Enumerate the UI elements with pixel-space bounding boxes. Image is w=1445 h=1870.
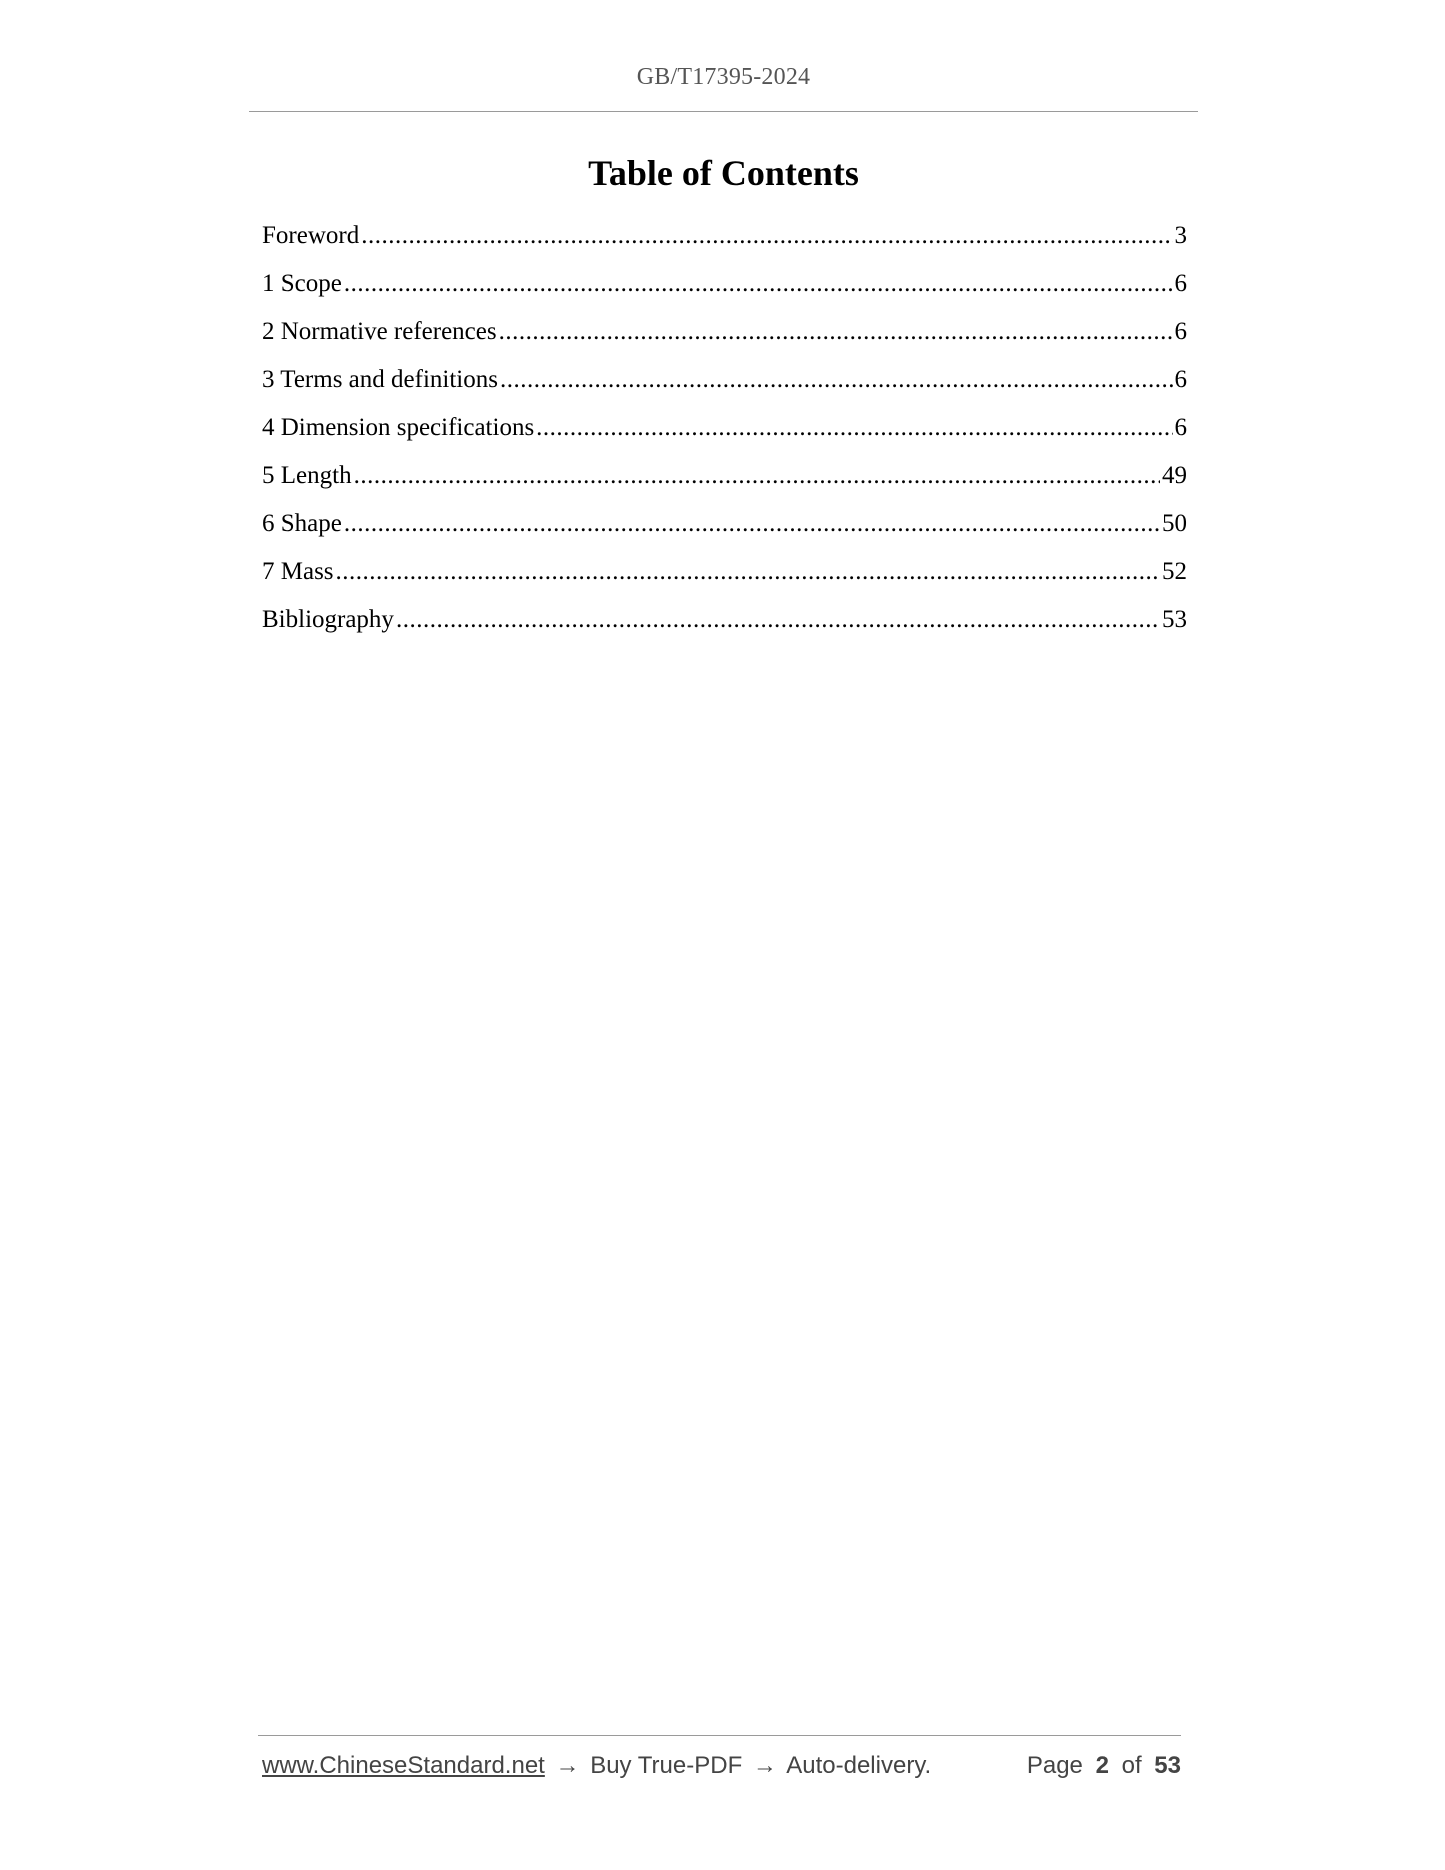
toc-item-page: 3 bbox=[1174, 222, 1187, 249]
toc-item-length[interactable] bbox=[262, 462, 1187, 510]
toc-dot-leader bbox=[344, 510, 1160, 538]
total-pages-number: 53 bbox=[1154, 1752, 1181, 1779]
toc-item-page: 6 bbox=[1174, 414, 1187, 441]
toc-item-terms-and-definitions[interactable] bbox=[262, 366, 1187, 414]
toc-item-dimension-specifications[interactable] bbox=[262, 414, 1187, 462]
toc-dot-leader bbox=[354, 462, 1160, 490]
toc-item-label: 1 Scope bbox=[262, 270, 342, 297]
page-label: Page bbox=[1026, 1752, 1083, 1779]
toc-item-mass[interactable] bbox=[262, 558, 1187, 606]
toc-item-shape[interactable] bbox=[262, 510, 1187, 558]
toc-item-page: 6 bbox=[1174, 366, 1187, 393]
right-arrow-icon: → bbox=[555, 1752, 580, 1779]
header-divider bbox=[249, 111, 1198, 112]
toc-dot-leader bbox=[336, 558, 1160, 586]
toc-item-label: 5 Length bbox=[262, 462, 352, 489]
buy-true-pdf-text: Buy True-PDF bbox=[590, 1752, 743, 1779]
toc-item-scope[interactable] bbox=[262, 270, 1187, 318]
toc-list bbox=[262, 222, 1187, 654]
toc-item-label: 7 Mass bbox=[262, 558, 334, 585]
toc-item-page: 50 bbox=[1162, 510, 1187, 537]
toc-item-page: 52 bbox=[1162, 558, 1187, 585]
page-indicator bbox=[1027, 1752, 1181, 1780]
toc-item-page: 53 bbox=[1162, 606, 1187, 633]
page-footer bbox=[262, 1752, 1181, 1780]
toc-item-label: 6 Shape bbox=[262, 510, 342, 537]
toc-item-page: 6 bbox=[1174, 270, 1187, 297]
of-label: of bbox=[1121, 1752, 1142, 1779]
footer-divider bbox=[258, 1735, 1181, 1736]
website-link[interactable]: www.ChineseStandard.net bbox=[262, 1752, 545, 1779]
toc-item-bibliography[interactable] bbox=[262, 606, 1187, 654]
toc-item-normative-references[interactable] bbox=[262, 318, 1187, 366]
toc-item-label: 2 Normative references bbox=[262, 318, 497, 345]
toc-item-label: Foreword bbox=[262, 222, 360, 249]
footer-promo bbox=[262, 1752, 931, 1780]
toc-dot-leader bbox=[500, 366, 1173, 394]
auto-delivery-text: Auto-delivery. bbox=[786, 1752, 932, 1779]
toc-dot-leader bbox=[499, 318, 1173, 346]
toc-dot-leader bbox=[536, 414, 1172, 442]
toc-title: Table of Contents bbox=[588, 153, 859, 193]
document-code-header: GB/T17395-2024 bbox=[636, 64, 811, 90]
toc-dot-leader bbox=[344, 270, 1173, 298]
toc-dot-leader bbox=[396, 606, 1160, 634]
current-page-number: 2 bbox=[1095, 1752, 1109, 1779]
right-arrow-icon: → bbox=[752, 1752, 777, 1779]
toc-item-page: 6 bbox=[1174, 318, 1187, 345]
toc-item-foreword[interactable] bbox=[262, 222, 1187, 270]
toc-item-label: 3 Terms and definitions bbox=[262, 366, 498, 393]
toc-item-page: 49 bbox=[1162, 462, 1187, 489]
toc-item-label: Bibliography bbox=[262, 606, 394, 633]
toc-item-label: 4 Dimension specifications bbox=[262, 414, 535, 441]
toc-dot-leader bbox=[361, 222, 1172, 250]
